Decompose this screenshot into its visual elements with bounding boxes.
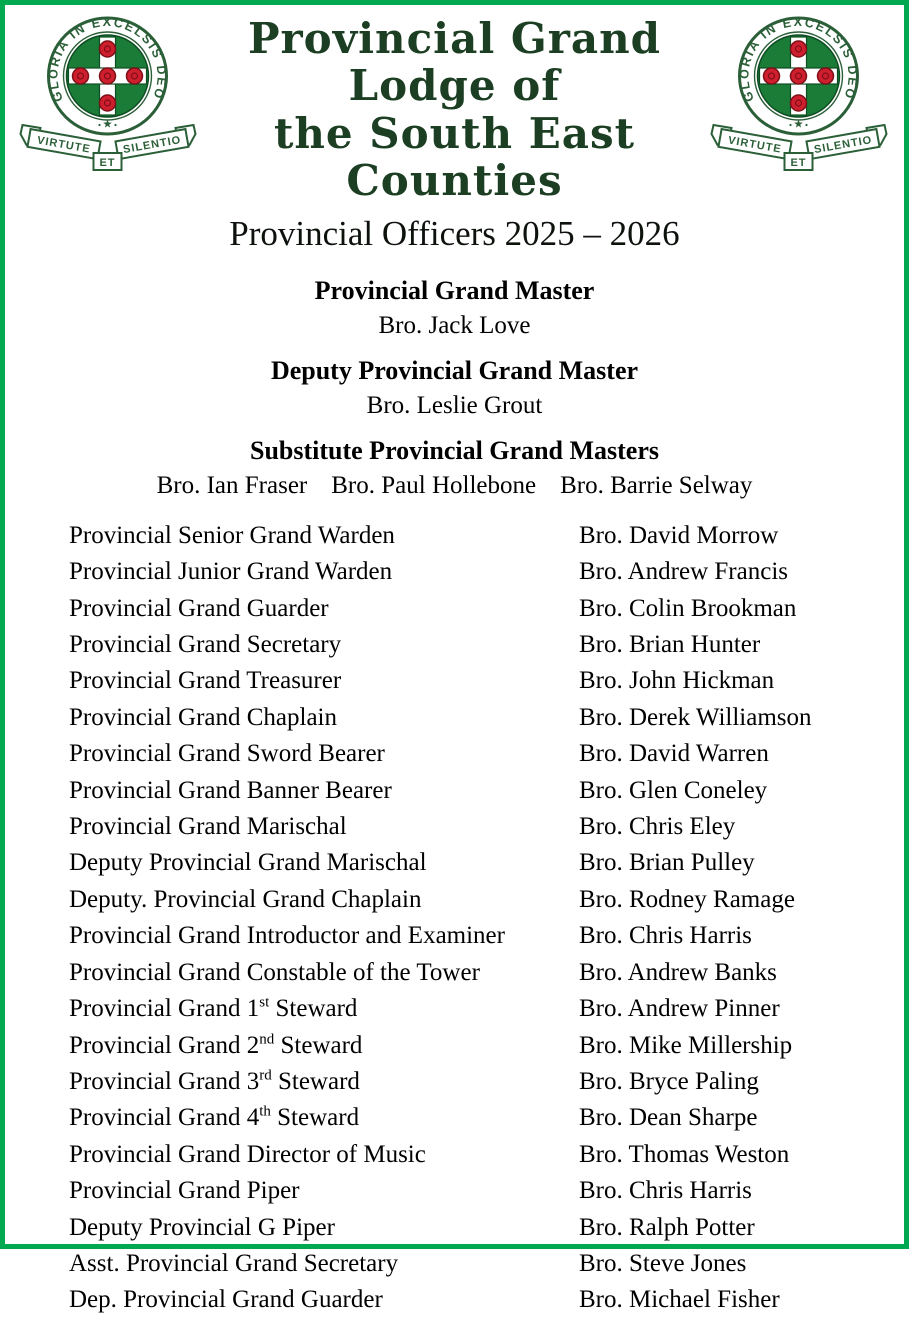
officer-name: Bro. Brian Hunter [579,631,761,659]
page-header [5,5,904,254]
leader-names [5,388,904,424]
office-title: Deputy Provincial Grand Marischal [69,849,427,877]
leader-block [5,434,904,504]
officer-name: Bro. David Morrow [579,521,779,549]
lodge-crest-icon [710,13,888,173]
leader-names [5,308,904,344]
officer-name: Bro. Andrew Pinner [579,995,780,1023]
ordinal-suffix: st [259,994,270,1011]
officer-name: Bro. Michael Fisher [579,1286,780,1314]
office-title: Provincial Grand 3rd Steward [69,1067,360,1095]
office-title: Provincial Grand Constable of the Tower [69,958,480,986]
lodge-crest-icon [19,13,197,173]
left-crest [19,13,199,175]
roster-row [69,627,884,663]
officer-name: Bro. Andrew Banks [579,958,777,986]
officer-name: Bro. Rodney Ramage [579,885,795,913]
roster-row [69,591,884,627]
roster-row [69,1100,884,1136]
title-block [199,13,710,254]
roster-row [69,1282,884,1318]
leader-name: Bro. Leslie Grout [366,391,543,419]
office-title: Provincial Grand Introductor and Examiner [69,922,505,950]
office-title: Provincial Grand 1st Steward [69,994,358,1023]
officer-name: Bro. Thomas Weston [579,1140,790,1168]
page-title-line1: Provincial Grand Lodge of [247,14,662,111]
office-title: Asst. Provincial Grand Secretary [69,1249,399,1277]
officer-name: Bro. Chris Harris [579,922,752,950]
officer-name: Bro. Brian Pulley [579,849,755,877]
leaders-section [5,274,904,504]
officers-roster [69,518,884,1319]
officer-name: Bro. Dean Sharpe [579,1104,758,1132]
roster-row [69,773,884,809]
office-title: Provincial Junior Grand Warden [69,558,393,586]
ordinal-suffix: th [259,1103,271,1120]
ordinal-suffix: rd [259,1067,272,1084]
office-title: Provincial Senior Grand Warden [69,521,395,549]
roster-row [69,918,884,954]
office-title: Provincial Grand Guarder [69,594,329,622]
roster-row [69,809,884,845]
roster-row [69,955,884,991]
officer-name: Bro. David Warren [579,740,769,768]
officer-name: Bro. Steve Jones [579,1249,747,1277]
leader-title: Provincial Grand Master [314,275,595,305]
roster-row [69,1210,884,1246]
office-title: Provincial Grand Marischal [69,813,347,841]
right-crest [710,13,890,175]
office-title: Provincial Grand Secretary [69,631,342,659]
officer-name: Bro. Ralph Potter [579,1213,755,1241]
officer-name: Bro. Derek Williamson [579,703,812,731]
office-title: Provincial Grand Chaplain [69,703,337,731]
roster-row [69,1064,884,1100]
leader-block [5,354,904,424]
ordinal-suffix: nd [259,1031,275,1048]
roster-row [69,518,884,554]
office-title: Provincial Grand Piper [69,1177,300,1205]
roster-row [69,1137,884,1173]
roster-row [69,663,884,699]
officer-name: Bro. Chris Harris [579,1177,752,1205]
officer-name: Bro. Andrew Francis [579,558,788,586]
leader-title: Deputy Provincial Grand Master [270,355,639,385]
roster-row [69,1028,884,1064]
office-title: Provincial Grand Sword Bearer [69,740,385,768]
roster-row [69,554,884,590]
officer-name: Bro. Colin Brookman [579,594,797,622]
leader-names [5,468,904,504]
roster-row [69,1246,884,1282]
officer-name: Bro. John Hickman [579,667,775,695]
leader-title: Substitute Provincial Grand Masters [249,435,660,465]
office-title: Provincial Grand 4th Steward [69,1103,360,1132]
roster-row [69,736,884,772]
roster-row [69,882,884,918]
roster-row [69,845,884,881]
officer-name: Bro. Chris Eley [579,813,736,841]
page-subtitle: Provincial Officers 2025 – 2026 [229,213,680,253]
officer-name: Bro. Mike Millership [579,1031,793,1059]
leader-name: Bro. Barrie Selway [560,471,753,499]
leader-name: Bro. Paul Hollebone [331,471,537,499]
office-title: Provincial Grand Treasurer [69,667,342,695]
leader-name: Bro. Jack Love [378,311,531,339]
office-title: Provincial Grand Director of Music [69,1140,426,1168]
leader-block [5,274,904,344]
roster-row [69,1173,884,1209]
officer-name: Bro. Bryce Paling [579,1067,759,1095]
office-title: Deputy Provincial G Piper [69,1213,335,1241]
office-title: Dep. Provincial Grand Guarder [69,1286,383,1314]
page-title-line2: the South East Counties [274,108,635,206]
roster-row [69,700,884,736]
leader-name: Bro. Ian Fraser [156,471,308,499]
roster-row [69,991,884,1027]
office-title: Deputy. Provincial Grand Chaplain [69,885,422,913]
officer-name: Bro. Glen Coneley [579,776,768,804]
office-title: Provincial Grand Banner Bearer [69,776,392,804]
office-title: Provincial Grand 2nd Steward [69,1031,363,1059]
